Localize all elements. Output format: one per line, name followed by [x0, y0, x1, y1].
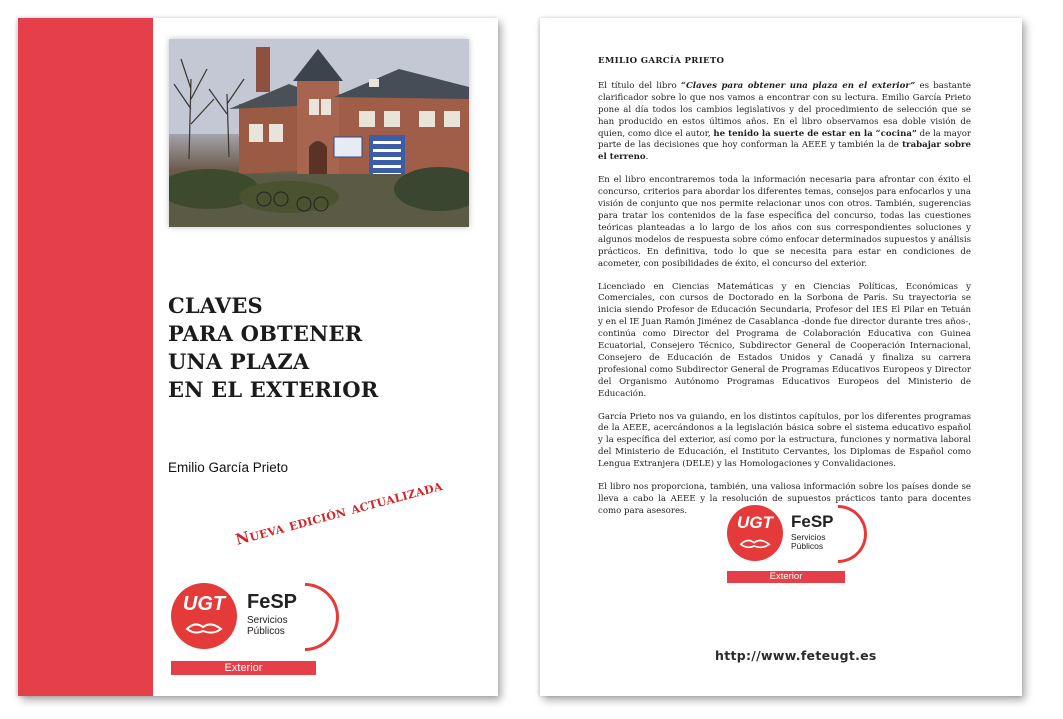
website-url[interactable]: http://www.feteugt.es — [715, 648, 877, 663]
ugt-circle-icon — [171, 583, 237, 649]
exterior-bar: Exterior — [171, 661, 316, 675]
front-cover — [18, 18, 498, 696]
paragraph-2: En el libro encontraremos toda la información necesaria para afrontar con éxito el concurso, criterios para abordar los diferentes temas, consejos para enfocarlos y una visión de conjunto que nos permite relacionar unos con otros. También, sugerencias para tratar los contenidos de la fase específica del concurso, todas las cuestiones teóricas planteadas a lo largo de los años con sus correspondientes soluciones y algunos modelos de respuesta sobre cómo enfocar determinados supuestos y análisis prácticos. En definitiva, todo lo que se necesita para estar en condiciones de acometer, con posibilidades de éxito, el concurso del exterior. — [598, 175, 971, 269]
publicos-label: Públicos — [791, 540, 824, 551]
p1-text: El título del libro — [598, 80, 682, 91]
ugt-circle-icon — [727, 505, 783, 561]
servicios-label: Servicios — [247, 615, 288, 626]
exterior-bar: Exterior — [727, 571, 845, 583]
ugt-fesp-logo — [171, 583, 331, 678]
back-cover — [540, 18, 1022, 696]
ugt-label: UGT — [182, 593, 226, 615]
handshake-icon — [185, 619, 223, 637]
cover-photo-building — [169, 39, 469, 227]
title-line: PARA OBTENER — [168, 321, 363, 346]
edition-banner: Nueva edición actualizada — [233, 476, 445, 549]
fesp-label: FeSP — [247, 591, 298, 613]
book-title-quote: “Claves para obtener una plaza en el exterior” — [681, 80, 916, 91]
back-heading: EMILIO GARCÍA PRIETO — [598, 56, 725, 66]
fesp-label: FeSP — [791, 512, 834, 531]
book-title — [168, 292, 378, 404]
paragraph-4: García Prieto nos va guiando, en los distintos capítulos, por los diferentes programas de la AEEE, acercándonos a la legislación básica sobre el sistema educativo español y la específica del exterior, así como por la estructura, funciones y normativa laboral del Ministerio de Educación, el Instituto Cervantes, los Diplomas de Español como Lengua Extranjera (DELE) y las Homologaciones y Convalidaciones. — [598, 411, 971, 470]
paragraph-1 — [598, 81, 971, 164]
title-line: CLAVES — [168, 293, 263, 318]
p1-text: . — [645, 152, 649, 163]
publicos-label: Públicos — [247, 625, 285, 637]
handshake-icon — [739, 536, 771, 551]
back-cover-text — [598, 56, 971, 529]
paragraph-3: Licenciado en Ciencias Matemáticas y en Ciencias Políticas, Económicas y Comerciales, con cursos de Doctorado en la Sorbona de París. Su trayectoria se inicia siendo Profesor de Educación Secundaria, Profesor del IES El Pilar en Tetuán y en el IE Juan Ramón Jiménez de Casablanca -donde fue director durante tres años-, continúa como Director del Programa de Colaboración Educativa con Guinea Ecuatorial, Consejero Técnico, Subdirector General de Cooperación Internacional, Consejero de Educación de Estados Unidos y Canadá y finaliza su carrera profesional como Subdirector General de Programas Educativos Europeos y Director del Organismo Autónomo Programas Educativos Europeos del Ministerio de Educación. — [598, 281, 971, 399]
servicios-label: Servicios — [791, 532, 826, 542]
red-spine-band — [18, 18, 153, 696]
paragraph-5: El libro nos proporciona, también, una valiosa información sobre los países donde se lleva a cabo la AEEE y la resolución de supuestos prácticos tanto para docentes como para asesores. — [598, 482, 971, 516]
title-line: EN EL EXTERIOR — [168, 377, 379, 402]
p1-text: es bastante clarificador sobre lo que nos vamos a encontrar con su lectura. Emilio García Prieto pone al día todos los cambios legislativos y del procedimiento de selección que se han producido en estos últimos años. En el libro observamos esa doble visión de quien, como dice el autor, — [598, 80, 971, 139]
author-name: Emilio García Prieto — [168, 460, 289, 475]
ugt-fesp-logo-back — [727, 505, 852, 585]
logo-arc-decoration — [257, 569, 353, 665]
p1-bold: trabajar sobre el terreno — [598, 140, 972, 163]
p1-bold: he tenido la suerte de estar en la “cocina” — [713, 128, 917, 139]
ugt-label: UGT — [737, 513, 773, 532]
p1-text: de la mayor parte de las decisiones que hoy conforman la AEEE y también la de — [598, 128, 971, 151]
title-line: UNA PLAZA — [168, 349, 310, 374]
